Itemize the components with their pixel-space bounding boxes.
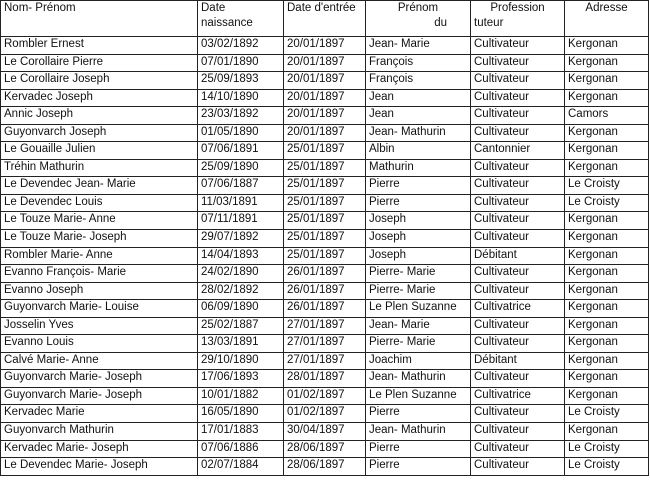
cell-date-entree: 01/02/1897: [284, 405, 366, 423]
cell-prenom-tuteur: Pierre: [366, 194, 471, 212]
cell-prenom-tuteur: François: [366, 72, 471, 90]
cell-date-naissance: 06/09/1890: [198, 300, 284, 318]
cell-date-entree: 01/02/1897: [284, 387, 366, 405]
table-row: [1, 107, 649, 125]
cell-prenom-tuteur: Pierre- Marie: [366, 282, 471, 300]
cell-date-naissance: 29/10/1890: [198, 352, 284, 370]
cell-date-naissance: 17/06/1893: [198, 370, 284, 388]
cell-prenom-tuteur: Pierre: [366, 405, 471, 423]
cell-nom-prenom: Calvé Marie- Anne: [1, 352, 198, 370]
cell-adresse: Kergonan: [565, 54, 649, 72]
cell-profession: Cultivateur: [471, 405, 565, 423]
header-profession-tuteur: Profession tuteur: [471, 1, 565, 37]
cell-date-naissance: 25/02/1887: [198, 317, 284, 335]
cell-prenom-tuteur: Jean- Marie: [366, 317, 471, 335]
cell-nom-prenom: Tréhin Mathurin: [1, 159, 198, 177]
cell-profession: Débitant: [471, 352, 565, 370]
cell-nom-prenom: Kervadec Joseph: [1, 89, 198, 107]
cell-date-naissance: 07/11/1891: [198, 212, 284, 230]
cell-nom-prenom: Josselin Yves: [1, 317, 198, 335]
cell-nom-prenom: Le Devendec Marie- Joseph: [1, 458, 198, 476]
table-row: [1, 387, 649, 405]
cell-profession: Cultivatrice: [471, 387, 565, 405]
cell-adresse: Kergonan: [565, 370, 649, 388]
cell-date-naissance: 13/03/1891: [198, 335, 284, 353]
cell-prenom-tuteur: Pierre: [366, 440, 471, 458]
cell-nom-prenom: Kervadec Marie- Joseph: [1, 440, 198, 458]
cell-prenom-tuteur: Albin: [366, 142, 471, 160]
cell-nom-prenom: Evanno Joseph: [1, 282, 198, 300]
cell-date-entree: 28/01/1897: [284, 370, 366, 388]
cell-adresse: Kergonan: [565, 142, 649, 160]
cell-nom-prenom: Guyonvarch Joseph: [1, 124, 198, 142]
cell-nom-prenom: Le Corollaire Joseph: [1, 72, 198, 90]
cell-date-entree: 26/01/1897: [284, 265, 366, 283]
table-row: [1, 37, 649, 55]
table-row: [1, 194, 649, 212]
cell-adresse: Kergonan: [565, 282, 649, 300]
cell-profession: Cultivateur: [471, 282, 565, 300]
table-row: [1, 440, 649, 458]
cell-profession: Cultivatrice: [471, 300, 565, 318]
cell-date-entree: 25/01/1897: [284, 212, 366, 230]
cell-date-entree: 25/01/1897: [284, 159, 366, 177]
cell-prenom-tuteur: Jean: [366, 107, 471, 125]
cell-date-naissance: 25/09/1893: [198, 72, 284, 90]
cell-prenom-tuteur: Jean: [366, 89, 471, 107]
header-row: [1, 1, 649, 37]
table-body: [1, 37, 649, 476]
table-row: [1, 177, 649, 195]
cell-nom-prenom: Guyonvarch Marie- Louise: [1, 300, 198, 318]
cell-profession: Cultivateur: [471, 458, 565, 476]
cell-date-naissance: 07/06/1887: [198, 177, 284, 195]
cell-adresse: Kergonan: [565, 335, 649, 353]
cell-profession: Cultivateur: [471, 440, 565, 458]
cell-date-naissance: 03/02/1892: [198, 37, 284, 55]
cell-prenom-tuteur: Pierre: [366, 458, 471, 476]
cell-nom-prenom: Evanno François- Marie: [1, 265, 198, 283]
cell-date-entree: 25/01/1897: [284, 177, 366, 195]
cell-profession: Cultivateur: [471, 230, 565, 248]
cell-profession: Cultivateur: [471, 107, 565, 125]
cell-date-naissance: 24/02/1890: [198, 265, 284, 283]
cell-prenom-tuteur: Mathurin: [366, 159, 471, 177]
cell-date-entree: 30/04/1897: [284, 423, 366, 441]
cell-adresse: Le Croisty: [565, 177, 649, 195]
cell-date-naissance: 16/05/1890: [198, 405, 284, 423]
cell-nom-prenom: Le Devendec Jean- Marie: [1, 177, 198, 195]
cell-prenom-tuteur: Jean- Mathurin: [366, 370, 471, 388]
table-row: [1, 282, 649, 300]
cell-adresse: Kergonan: [565, 247, 649, 265]
cell-date-naissance: 28/02/1892: [198, 282, 284, 300]
cell-date-entree: 25/01/1897: [284, 247, 366, 265]
cell-date-naissance: 17/01/1883: [198, 423, 284, 441]
cell-adresse: Camors: [565, 107, 649, 125]
cell-date-entree: 26/01/1897: [284, 300, 366, 318]
table-row: [1, 458, 649, 476]
cell-prenom-tuteur: Joseph: [366, 247, 471, 265]
cell-date-entree: 20/01/1897: [284, 89, 366, 107]
cell-date-naissance: 10/01/1882: [198, 387, 284, 405]
cell-date-entree: 25/01/1897: [284, 142, 366, 160]
cell-adresse: Kergonan: [565, 89, 649, 107]
cell-date-entree: 20/01/1897: [284, 37, 366, 55]
cell-profession: Cultivateur: [471, 194, 565, 212]
cell-prenom-tuteur: Joseph: [366, 230, 471, 248]
cell-profession: Cultivateur: [471, 265, 565, 283]
cell-date-naissance: 25/09/1890: [198, 159, 284, 177]
cell-date-entree: 25/01/1897: [284, 230, 366, 248]
table-row: [1, 247, 649, 265]
cell-date-entree: 26/01/1897: [284, 282, 366, 300]
cell-profession: Cultivateur: [471, 89, 565, 107]
cell-nom-prenom: Kervadec Marie: [1, 405, 198, 423]
cell-date-naissance: 02/07/1884: [198, 458, 284, 476]
cell-date-entree: 25/01/1897: [284, 194, 366, 212]
cell-adresse: Kergonan: [565, 352, 649, 370]
table-row: [1, 212, 649, 230]
cell-date-naissance: 07/06/1886: [198, 440, 284, 458]
table-row: [1, 265, 649, 283]
cell-date-entree: 20/01/1897: [284, 124, 366, 142]
cell-nom-prenom: Rombler Ernest: [1, 37, 198, 55]
cell-date-entree: 28/06/1897: [284, 440, 366, 458]
cell-prenom-tuteur: Pierre: [366, 177, 471, 195]
cell-profession: Cultivateur: [471, 212, 565, 230]
table-row: [1, 54, 649, 72]
table-row: [1, 89, 649, 107]
cell-prenom-tuteur: Jean- Mathurin: [366, 423, 471, 441]
table-row: [1, 405, 649, 423]
cell-prenom-tuteur: Le Plen Suzanne: [366, 300, 471, 318]
cell-profession: Cultivateur: [471, 54, 565, 72]
cell-date-naissance: 01/05/1890: [198, 124, 284, 142]
cell-prenom-tuteur: Le Plen Suzanne: [366, 387, 471, 405]
header-date-naissance: Date naissance: [198, 1, 284, 37]
cell-prenom-tuteur: Jean- Marie: [366, 37, 471, 55]
cell-adresse: Kergonan: [565, 124, 649, 142]
cell-adresse: Le Croisty: [565, 405, 649, 423]
cell-profession: Cultivateur: [471, 335, 565, 353]
cell-profession: Cultivateur: [471, 72, 565, 90]
cell-prenom-tuteur: Pierre- Marie: [366, 335, 471, 353]
header-adresse: Adresse: [565, 1, 649, 37]
cell-prenom-tuteur: Joseph: [366, 212, 471, 230]
cell-date-entree: 27/01/1897: [284, 335, 366, 353]
cell-nom-prenom: Le Touze Marie- Joseph: [1, 230, 198, 248]
cell-date-naissance: 29/07/1892: [198, 230, 284, 248]
cell-date-naissance: 23/03/1892: [198, 107, 284, 125]
cell-date-entree: 20/01/1897: [284, 54, 366, 72]
header-date-entree: Date d'entrée: [284, 1, 366, 37]
table-row: [1, 72, 649, 90]
cell-date-entree: 20/01/1897: [284, 107, 366, 125]
cell-profession: Cultivateur: [471, 317, 565, 335]
cell-nom-prenom: Le Touze Marie- Anne: [1, 212, 198, 230]
cell-date-entree: 28/06/1897: [284, 458, 366, 476]
cell-nom-prenom: Evanno Louis: [1, 335, 198, 353]
table-row: [1, 159, 649, 177]
cell-date-entree: 20/01/1897: [284, 72, 366, 90]
cell-date-naissance: 07/06/1891: [198, 142, 284, 160]
cell-adresse: Le Croisty: [565, 440, 649, 458]
cell-nom-prenom: Rombler Marie- Anne: [1, 247, 198, 265]
header-nom-prenom: Nom- Prénom: [1, 1, 198, 37]
cell-adresse: Le Croisty: [565, 458, 649, 476]
cell-date-entree: 27/01/1897: [284, 317, 366, 335]
cell-adresse: Kergonan: [565, 159, 649, 177]
cell-prenom-tuteur: François: [366, 54, 471, 72]
cell-profession: Cultivateur: [471, 370, 565, 388]
cell-adresse: Kergonan: [565, 72, 649, 90]
cell-adresse: Kergonan: [565, 212, 649, 230]
header-prenom-tuteur: Prénom du: [366, 1, 471, 37]
cell-profession: Cultivateur: [471, 37, 565, 55]
cell-date-entree: 27/01/1897: [284, 352, 366, 370]
cell-profession: Cultivateur: [471, 177, 565, 195]
cell-nom-prenom: Le Gouaille Julien: [1, 142, 198, 160]
cell-adresse: Kergonan: [565, 230, 649, 248]
cell-adresse: Le Croisty: [565, 194, 649, 212]
cell-adresse: Kergonan: [565, 317, 649, 335]
cell-nom-prenom: Annic Joseph: [1, 107, 198, 125]
cell-date-naissance: 14/10/1890: [198, 89, 284, 107]
table-row: [1, 423, 649, 441]
cell-date-naissance: 07/01/1890: [198, 54, 284, 72]
cell-adresse: Kergonan: [565, 37, 649, 55]
cell-nom-prenom: Guyonvarch Marie- Joseph: [1, 370, 198, 388]
cell-nom-prenom: Le Corollaire Pierre: [1, 54, 198, 72]
cell-profession: Cantonnier: [471, 142, 565, 160]
cell-prenom-tuteur: Joachim: [366, 352, 471, 370]
table-row: [1, 335, 649, 353]
cell-adresse: Kergonan: [565, 300, 649, 318]
cell-nom-prenom: Le Devendec Louis: [1, 194, 198, 212]
cell-prenom-tuteur: Jean- Mathurin: [366, 124, 471, 142]
cell-adresse: Kergonan: [565, 265, 649, 283]
cell-date-naissance: 14/04/1893: [198, 247, 284, 265]
cell-prenom-tuteur: Pierre- Marie: [366, 265, 471, 283]
cell-date-naissance: 11/03/1891: [198, 194, 284, 212]
cell-profession: Débitant: [471, 247, 565, 265]
cell-nom-prenom: Guyonvarch Mathurin: [1, 423, 198, 441]
table-row: [1, 124, 649, 142]
table-row: [1, 352, 649, 370]
cell-profession: Cultivateur: [471, 159, 565, 177]
table-row: [1, 142, 649, 160]
cell-adresse: Kergonan: [565, 387, 649, 405]
table-row: [1, 300, 649, 318]
table-row: [1, 317, 649, 335]
table-row: [1, 370, 649, 388]
cell-profession: Cultivateur: [471, 124, 565, 142]
table-row: [1, 230, 649, 248]
cell-nom-prenom: Guyonvarch Marie- Joseph: [1, 387, 198, 405]
cell-adresse: Kergonan: [565, 423, 649, 441]
cell-profession: Cultivateur: [471, 423, 565, 441]
